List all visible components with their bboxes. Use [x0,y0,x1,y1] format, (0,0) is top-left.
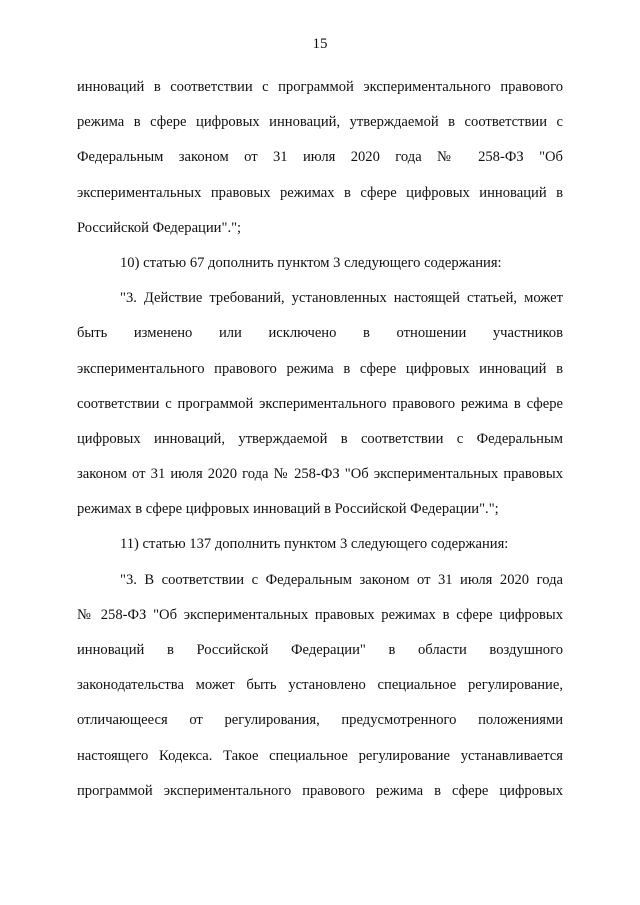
text-line: "3. Действие требований, установленных настоящей статьей, может [120,290,563,307]
text-line: 10) статью 67 дополнить пунктом 3 следующего содержания: [120,254,502,271]
text-line: Федеральным законом от 31 июля 2020 года № 258-ФЗ "Об [77,149,563,166]
text-line: режимах в сфере цифровых инноваций в Российской Федерации"."; [77,501,499,518]
text-line: режима в сфере цифровых инноваций, утверждаемой в соответствии с [77,114,563,131]
text-line: законодательства может быть установлено специальное регулирование, [77,677,563,694]
text-line: "3. В соответствии с Федеральным законом от 31 июля 2020 года [120,571,563,588]
text-line: экспериментального правового режима в сфере цифровых инноваций в [77,360,563,377]
text-line: 11) статью 137 дополнить пунктом 3 следующего содержания: [120,536,509,553]
document-body [77,70,563,809]
text-line: № 258-ФЗ "Об экспериментальных правовых режимах в сфере цифровых [77,606,563,623]
text-line: быть изменено или исключено в отношении участников [77,325,563,342]
text-line: экспериментальных правовых режимах в сфере цифровых инноваций в [77,184,563,201]
text-line: законом от 31 июля 2020 года № 258-ФЗ "Об экспериментальных правовых [77,466,563,483]
page-number: 15 [312,36,328,52]
text-line: программой экспериментального правового режима в сфере цифровых [77,782,563,799]
text-line: соответствии с программой экспериментального правового режима в сфере [77,395,563,412]
text-line: настоящего Кодекса. Такое специальное регулирование устанавливается [77,747,563,764]
text-line: Российской Федерации"."; [77,219,242,236]
text-line: инноваций в соответствии с программой экспериментального правового [77,79,563,95]
text-line: отличающееся от регулирования, предусмотренного положениями [77,712,563,729]
text-line: инноваций в Российской Федерации" в области воздушного [77,642,563,658]
text-line: цифровых инноваций, утверждаемой в соответствии с Федеральным [77,430,563,447]
